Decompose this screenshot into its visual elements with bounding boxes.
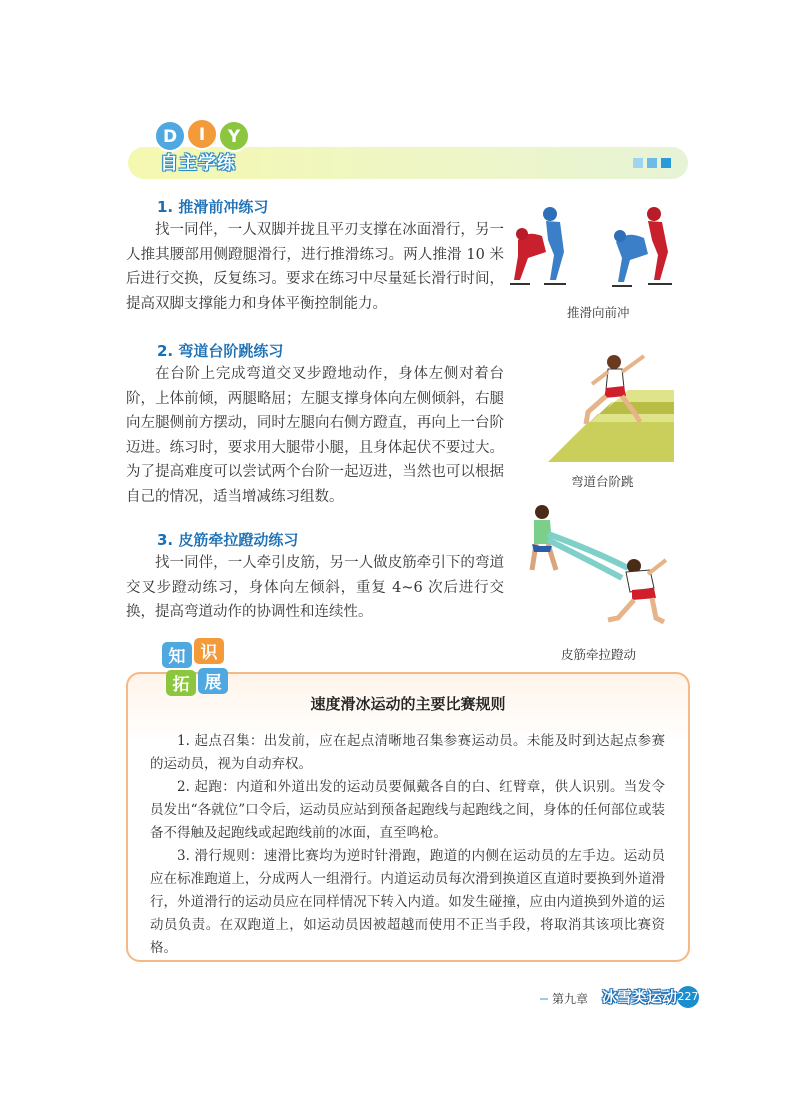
exercise-heading-1: 1. 推滑前冲练习 [157,198,269,216]
rule-paragraph-2: 2. 起跑：内道和外道出发的运动员要佩戴各自的白、红臂章，供人识别。当发令员发出“各就位”口令后，运动员应站到预备起跑线与起跑线之间，身体的任何部位或装备不得触及起跑线或起跑线前的冰面，直至鸣枪。 [150,779,665,841]
badge-char-4: 展 [204,673,222,693]
exercise-text-3: 找一同伴，一人牵引皮筋，另一人做皮筋牵引下的弯道交叉步蹬动练习，身体向左倾斜，重复 4~6 次后进行交换，提高弯道动作的协调性和连续性。 [126,555,504,620]
footer-divider [540,998,548,1000]
decor-square [633,158,643,168]
page-number: 227 [677,986,699,1008]
knowledge-title: 速度滑冰运动的主要比赛规则 [310,695,506,713]
badge-char-2: 识 [200,643,218,663]
chapter-label: 第九章 [552,992,589,1006]
knowledge-badge-icon [160,636,232,700]
exercise-text-1: 找一同伴，一人双脚并拢且平刃支撑在冰面滑行，另一人推其腰部用侧蹬腿滑行，进行推滑练习。两人推滑 10 米后进行交换，反复练习。要求在练习中尽量延长滑行时间，提高双脚支撑能力和身体平衡控制能力。 [126,222,504,312]
chapter-name: 冰雪类运动 [602,988,678,1006]
diy-letter-i: I [198,125,206,145]
badge-char-1: 知 [168,647,186,667]
exercise-heading-3: 3. 皮筋牵拉蹬动练习 [157,531,299,549]
decor-square [661,158,671,168]
exercise-text-2: 在台阶上完成弯道交叉步蹬地动作，身体左侧对着台阶，上体前倾，两腿略屈；左腿支撑身体向左侧倾斜，右腿向左腿侧前方摆动，同时左腿向右侧方蹬直，再向上一台阶迈进。练习时，要求用大腿带小腿，且身体起伏不要过大。为了提高难度可以尝试两个台阶一起迈进，当然也可以根据自己的情况，适当增减练习组数。 [126,366,504,505]
figure-caption-3: 皮筋牵拉蹬动 [561,647,637,662]
exercise-heading-2: 2. 弯道台阶跳练习 [157,342,284,360]
push-glide-illustration [508,200,688,300]
figure-caption-2: 弯道台阶跳 [571,474,634,489]
decor-square [647,158,657,168]
section-title: 自主学练 [160,153,236,174]
rule-paragraph-3: 3. 滑行规则：速滑比赛均为逆时针滑跑，跑道的内侧在运动员的左手边。运动员应在标准跑道上，分成两人一组滑行。内道运动员每次滑到换道区直道时要换到外道滑行，外道滑行的运动员应在同样情况下转入内道。如发生碰撞，应由内道换到外道的运动员负责。在双跑道上，如运动员因被超越而使用不正当手段，将取消其该项比赛资格。 [150,848,665,956]
figure-caption-1: 推滑向前冲 [567,305,630,320]
band-pull-illustration [522,500,672,630]
diy-letter-d: D [162,127,178,147]
step-jump-illustration [548,352,674,464]
rule-paragraph-1: 1. 起点召集：出发前，应在起点清晰地召集参赛运动员。未能及时到达起点参赛的运动员，视为自动弃权。 [150,733,665,772]
diy-letter-y: Y [227,127,241,147]
badge-char-3: 拓 [172,675,190,695]
